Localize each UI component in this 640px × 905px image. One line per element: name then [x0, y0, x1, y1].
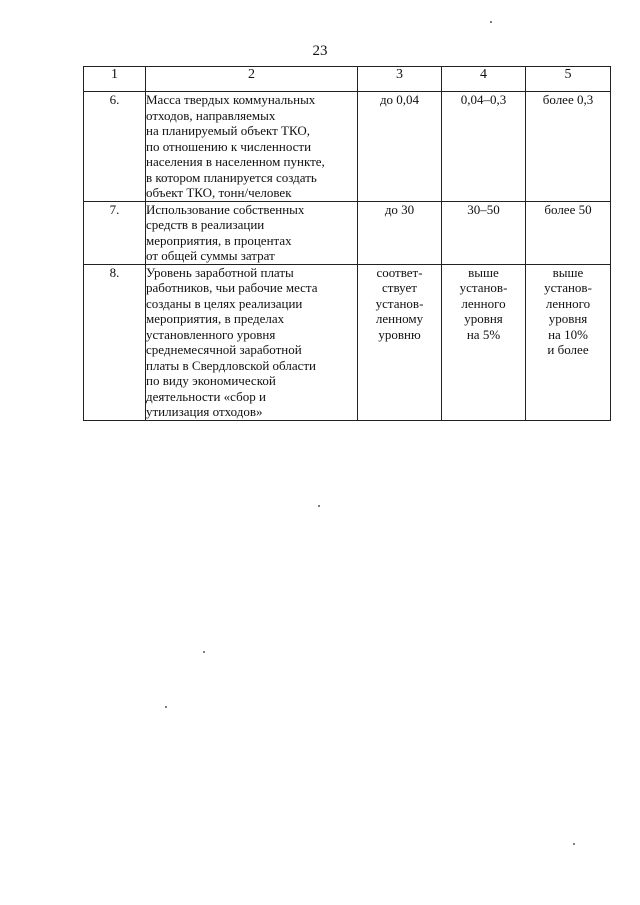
- cell-text-line: работников, чьи рабочие места: [146, 280, 318, 295]
- cell-text-line: более 50: [544, 201, 592, 217]
- cell-text-line: уровню: [378, 326, 421, 342]
- cell-text-line: мероприятия, в процентах: [146, 232, 292, 248]
- cell-text-line: на 5%: [466, 326, 501, 342]
- cell-text-line: средств в реализации: [146, 217, 265, 232]
- cell-text-line: Масса твердых коммунальных: [146, 92, 316, 107]
- row-number: 8.: [84, 264, 146, 420]
- table-header-row: [84, 67, 611, 92]
- cell-text-line: по отношению к численности: [146, 138, 312, 154]
- cell-text-line: платы в Свердловской области: [146, 357, 317, 373]
- scan-speck: [573, 843, 575, 845]
- cell-text-line: на 10%: [548, 326, 588, 342]
- cell-text-line: ствует: [382, 280, 417, 295]
- cell-text-line: по виду экономической: [146, 373, 276, 388]
- cell-text-line: уровня: [548, 311, 588, 326]
- cell-text-line: мероприятия, в пределах: [146, 311, 285, 326]
- value-col-4: [442, 264, 526, 420]
- scan-speck: [165, 706, 167, 708]
- criteria-table: [83, 66, 611, 421]
- header-col-4: 4: [442, 67, 526, 92]
- value-col-3: [358, 201, 442, 264]
- cell-text-line: 0,04–0,3: [460, 92, 507, 107]
- cell-text-line: от общей суммы затрат: [146, 248, 275, 263]
- cell-text-line: в котором планируется создать: [146, 169, 317, 185]
- row-number: 6.: [84, 92, 146, 202]
- value-col-3: [358, 264, 442, 420]
- value-col-4: [442, 201, 526, 264]
- cell-text-line: установ-: [544, 280, 592, 295]
- cell-text-line: и более: [547, 342, 589, 357]
- table-row: [84, 92, 611, 202]
- cell-text-line: объект ТКО, тонн/человек: [146, 185, 292, 200]
- table-row: [84, 264, 611, 420]
- cell-text-line: выше: [552, 264, 584, 280]
- value-col-5: [526, 201, 611, 264]
- value-col-4: [442, 92, 526, 202]
- cell-text-line: более 0,3: [542, 92, 594, 107]
- row-number: 7.: [84, 201, 146, 264]
- cell-text-line: до 30: [384, 201, 415, 217]
- cell-text-line: ленного: [461, 295, 506, 311]
- value-col-5: [526, 92, 611, 202]
- table-row: [84, 201, 611, 264]
- cell-text-line: установ-: [459, 280, 508, 295]
- scan-speck: [318, 505, 320, 507]
- cell-text-line: деятельности «сбор и: [146, 388, 266, 404]
- cell-text-line: выше: [468, 264, 499, 280]
- header-col-1: 1: [84, 67, 146, 92]
- value-col-3: [358, 92, 442, 202]
- cell-text-line: на планируемый объект ТКО,: [146, 123, 310, 138]
- header-col-3: 3: [358, 67, 442, 92]
- scan-speck: [490, 21, 492, 23]
- cell-text-line: Использование собственных: [146, 201, 305, 217]
- cell-text-line: 30–50: [467, 201, 500, 217]
- cell-text-line: населения в населенном пункте,: [146, 154, 325, 169]
- criterion-description: [146, 201, 358, 264]
- cell-text-line: Уровень заработной платы: [146, 264, 294, 280]
- cell-text-line: созданы в целях реализации: [146, 295, 303, 311]
- cell-text-line: соответ-: [376, 264, 423, 280]
- header-col-2: 2: [146, 67, 358, 92]
- header-col-5: 5: [526, 67, 611, 92]
- value-col-5: [526, 264, 611, 420]
- cell-text-line: до 0,04: [379, 92, 420, 107]
- criterion-description: [146, 264, 358, 420]
- cell-text-line: утилизация отходов»: [146, 404, 263, 419]
- cell-text-line: отходов, направляемых: [146, 107, 276, 123]
- page-number: 23: [312, 43, 328, 59]
- criterion-description: [146, 92, 358, 202]
- cell-text-line: ленному: [375, 311, 424, 326]
- cell-text-line: уровня: [464, 311, 503, 326]
- scan-speck: [203, 651, 205, 653]
- cell-text-line: ленного: [545, 295, 591, 311]
- cell-text-line: среднемесячной заработной: [146, 342, 302, 357]
- cell-text-line: установленного уровня: [146, 326, 276, 342]
- cell-text-line: установ-: [375, 295, 424, 311]
- table-body: [84, 92, 611, 421]
